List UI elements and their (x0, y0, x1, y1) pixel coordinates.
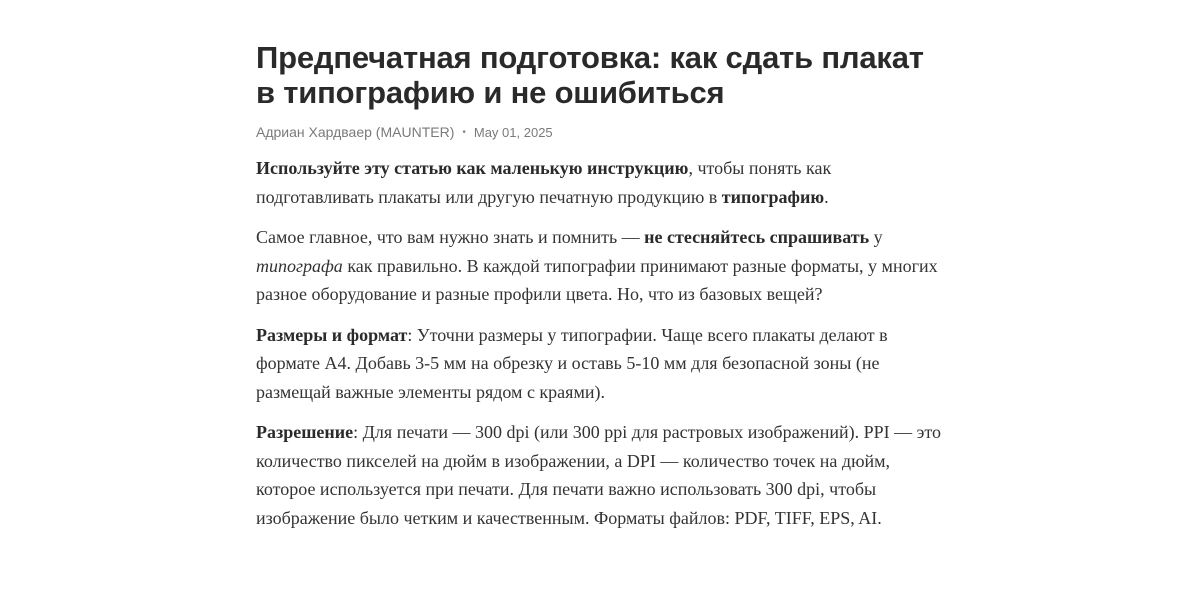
text: : Уточни размеры у типографии. Чаще всего плакаты делают в формате А4. Добавь 3-5 мм на обрезку и оставь 5-10 мм для безопасной зоны (не размещай важные элементы рядом с краями). (256, 324, 888, 402)
paragraph-main (256, 223, 946, 309)
bold-text: Размеры и формат (256, 324, 408, 345)
bold-text: Разрешение (256, 422, 354, 442)
article (256, 40, 946, 544)
text: как правильно. В каждой типографии принимают разные форматы, у многих разное оборудование и разные профили цвета. Но, что из базовых вещей? (256, 255, 938, 304)
text: . (824, 186, 829, 207)
publish-date: May 01, 2025 (473, 124, 553, 140)
text: , чтобы понять как подготавливать плакаты или другую печатную продукцию в (256, 158, 832, 207)
meta-separator: • (462, 126, 466, 138)
italic-text: типографа (256, 255, 343, 276)
text: Самое главное, что вам нужно знать и помнить — (256, 227, 645, 247)
author-name[interactable]: Адриан Хардваер (MAUNTER) (256, 124, 455, 140)
bold-text: не стесняйтесь спрашивать (644, 227, 870, 247)
paragraph-resolution (256, 418, 946, 532)
article-meta (256, 124, 946, 140)
paragraph-size-format (256, 321, 946, 407)
article-title: Предпечатная подготовка: как сдать плакат в типографию и не ошибиться (256, 40, 924, 110)
text: у (869, 227, 883, 247)
text: : Для печати — 300 dpi (или 300 ppi для растровых изображений). PPI — это количество пикселей на дюйм в изображении, а DPI — количество точек на дюйм, которое используется при печати. Для печати важно использовать 300 dpi, чтобы изображение было четким и качественным. Форматы файлов: PDF, TIFF, EPS, AI. (256, 422, 942, 528)
bold-text: Используйте эту статью как маленькую инструкцию (256, 158, 689, 178)
bold-text: типографию (721, 186, 825, 207)
paragraph-intro (256, 154, 946, 211)
